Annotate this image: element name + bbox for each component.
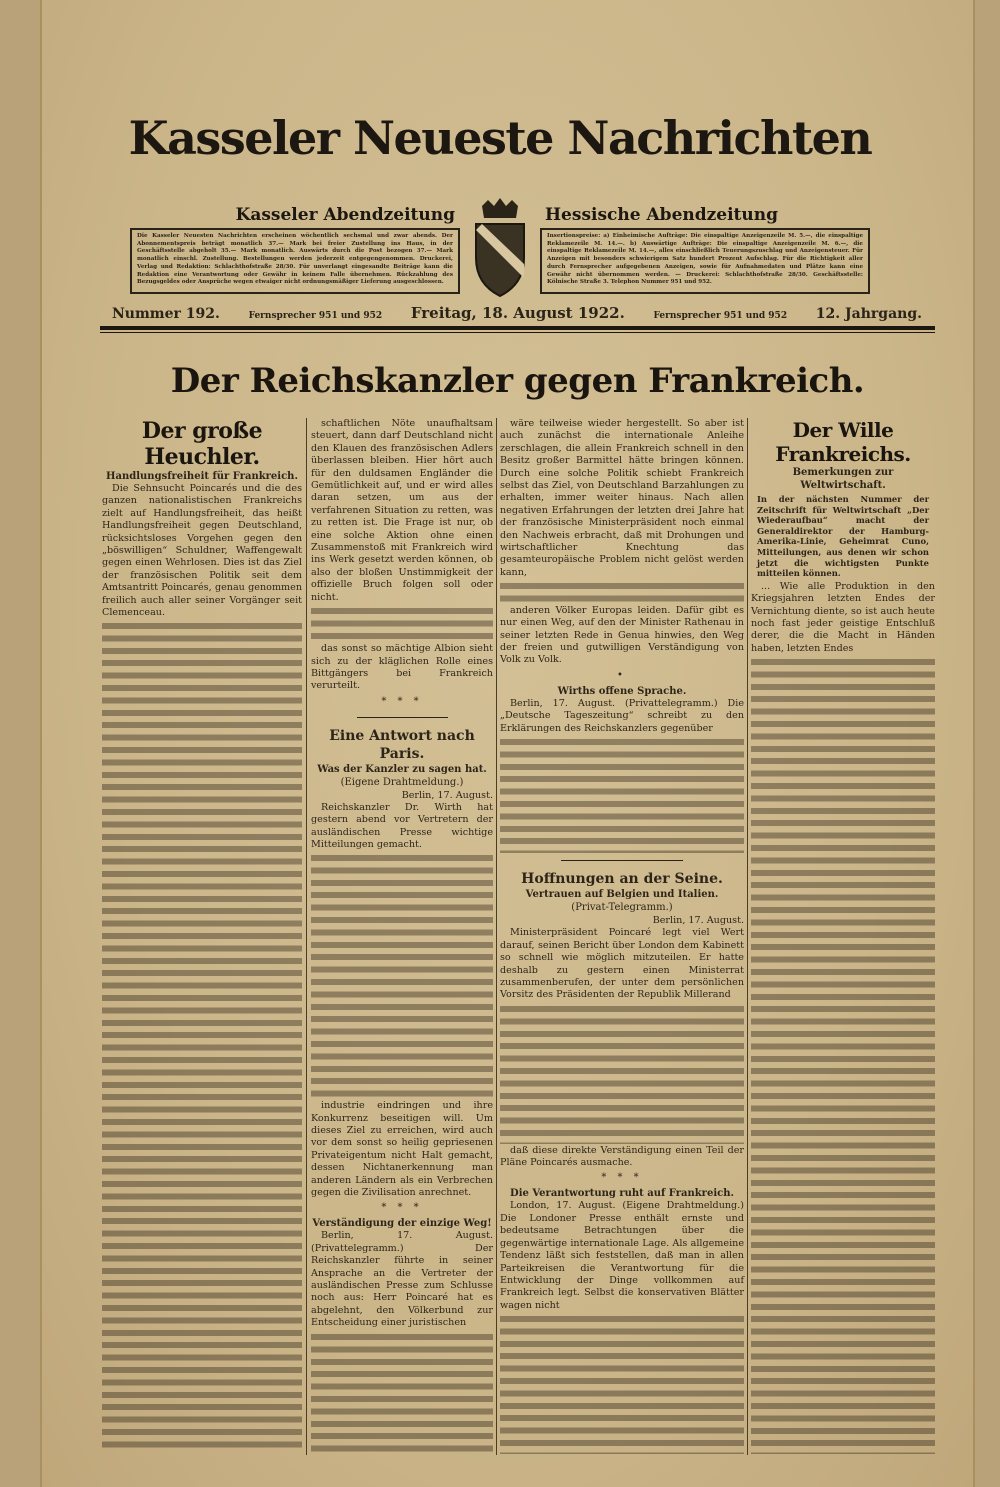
body-text-block (500, 580, 744, 603)
issue-date: Freitag, 18. August 1922. (410, 304, 625, 322)
article-paragraph: industrie eindringen und ihre Konkurrenz beseitigen will. Um dieses Ziel zu erreichen, wird auch vor dem sonst so heilig gepriesenen Privateigentum nicht Halt gemacht, dessen Nichtanerkennung man anderen Ländern als ein Verbrechen gegen die Zivilisation anrechnet. (311, 1100, 493, 1198)
article-intro: In der nächsten Nummer der Zeitschrift für Weltwirtschaft „Der Wiederaufbau“ macht der Generaldirektor der Hamburg-Amerika-Linie, Geheimrat Cuno, Mitteilungen, aus denen wir schon jetzt die wichtigsten Punkte mitteilen können. (757, 494, 929, 579)
main-headline: Der Reichskanzler gegen Frankreich. (170, 361, 865, 401)
body-text-block (751, 656, 935, 1454)
coat-of-arms-icon (468, 198, 532, 298)
separator-stars: * * * (381, 695, 423, 707)
body-text-block (500, 736, 744, 853)
phone-right: Fernsprecher 951 und 952 (653, 311, 788, 321)
masthead-subtitle-left: Kasseler Abendzeitung (235, 205, 455, 225)
article-title: Wirths offene Sprache. (557, 685, 687, 697)
phone-left: Fernsprecher 951 und 952 (248, 311, 383, 321)
article-title: Der Wille Frankreichs. (775, 418, 911, 466)
article-paragraph: anderen Völker Europas leiden. Dafür gibt es nur einen Weg, auf den der Minister Rathenau in seiner letzten Rede in Genua hinwies, den Weg der freien und gutwilligen Verständigung von Volk zu Volk. (500, 604, 744, 666)
article-paragraph: Ministerpräsident Poincaré legt viel Wert darauf, seinen Bericht über London dem Kabinett so schnell wie möglich mitzuteilen. Er hatte deshalb zu gestern einen Ministerrat zusammenberufen, der unter dem persönlichen Vorsitz des Präsidenten der Republik Millerand (500, 927, 744, 1001)
column-2 (311, 418, 493, 1455)
column-1 (102, 418, 302, 1455)
masthead-rule (100, 326, 935, 330)
column-separator (747, 418, 748, 1455)
masthead-rule-thin (100, 332, 935, 333)
article-paragraph: Berlin, 17. August. (Privattelegramm.) Der Reichskanzler führte in seiner Ansprache an die Vertreter der ausländischen Presse zum Schlusse noch aus: Herr Poincaré hat es abgelehnt, den Völkerbund zur Entscheidung einer juristischen (311, 1230, 493, 1329)
divider (561, 860, 683, 861)
article-source: (Eigene Drahtmeldung.) (340, 776, 464, 788)
article-dateline: Berlin, 17. August. (652, 915, 744, 927)
subscription-info-box: Die Kasseler Neuesten Nachrichten erscheinen wöchentlich sechsmal und zwar abends. Der Abonnementspreis beträgt monatlich 37.— Mark bei freier Zustellung ins Haus, in der Geschäftsstelle abgeholt 35.— Mark monatlich. Auswärts durch die Post bezogen 37.— Mark monatlich einschl. Zustellung. Bestellungen werden jederzeit entgegengenommen. Druckerei, Verlag und Redaktion: Schlachthofstraße 28/30. Für unverlangt eingesandte Beiträge kann die Redaktion eine Verantwortung oder Gewähr in keinem Falle übernehmen. Rückzahlung des Bezugsgeldes oder Ansprüche wegen etwaiger nicht ordnungsmäßiger Lieferung ausgeschlossen. (130, 228, 460, 294)
article-subtitle: Handlungsfreiheit für Frankreich. (106, 471, 298, 482)
column-4 (751, 418, 935, 1455)
article-paragraph: das sonst so mächtige Albion sieht sich zu der kläglichen Rolle eines Bittgängers bei Frankreich verurteilt. (311, 643, 493, 692)
article-title: Die Verantwortung ruht auf Frankreich. (510, 1188, 734, 1200)
divider (357, 717, 448, 718)
article-title: Hoffnungen an der Seine. (521, 871, 723, 888)
article-subtitle: Bemerkungen zur Weltwirtschaft. (792, 467, 894, 491)
masthead-title: Kasseler Neueste Nachrichten (128, 111, 872, 165)
article-paragraph: Berlin, 17. August. (Privattelegramm.) Die „Deutsche Tageszeitung“ schreibt zu den Erklärungen des Reichskanzlers gegenüber (500, 697, 744, 734)
article-paragraph: London, 17. August. (Eigene Drahtmeldung.) Die Londoner Presse enthält ernste und bedeutsame Betrachtungen über die gegenwärtige internationale Lage. Als allgemeine Tendenz läßt sich feststellen, daß man in allen Parteikreisen die Verantwortung für die Entwicklung der Dinge vollkommen auf Frankreich legt. Selbst die konservativen Blätter wagen nicht (500, 1200, 744, 1311)
column-separator (496, 418, 497, 1455)
masthead-subtitle-right: Hessische Abendzeitung (545, 205, 779, 225)
volume: 12. Jahrgang. (815, 306, 922, 322)
article-paragraph: schaftlichen Nöte unaufhaltsam steuert, dann darf Deutschland nicht den Klauen des französischen Adlers überlassen bleiben. Hier hört auch für den duldsamen Engländer die Gemütlichkeit auf, und er wird alles daran setzen, um aus der verfahrenen Situation zu retten, was zu retten ist. Die Frage ist nur, ob eine solche Aktion ohne einen Zusammenstoß mit Frankreich wird ins Werk gesetzt werden können, ob also der bloßen Unstimmigkeit der offizielle Bruch folgen soll oder nicht. (311, 418, 493, 603)
issue-number: Nummer 192. (112, 306, 220, 322)
article-paragraph: daß diese direkte Verständigung einen Teil der Pläne Poincarés ausmache. (500, 1144, 744, 1169)
column-3 (500, 418, 744, 1455)
article-paragraph: ... Wie alle Produktion in den Kriegsjahren letzten Endes der Vernichtung diente, so ist auch heute noch fast jeder geistige Entschluß derer, die die Macht in Händen haben, letzten Endes (751, 580, 935, 654)
separator-stars: * * * (381, 1202, 423, 1214)
body-text-block (102, 620, 302, 1454)
article-subtitle: Vertrauen auf Belgien und Italien. (525, 889, 719, 901)
article-dateline: Berlin, 17. August. (401, 789, 493, 801)
article-paragraph: Reichskanzler Dr. Wirth hat gestern abend vor Vertretern der ausländischen Presse wichtige Mitteilungen gemacht. (311, 801, 493, 850)
body-text-block (500, 1003, 744, 1144)
article-title: Verständigung der einzige Weg! (312, 1218, 492, 1230)
article-source: (Privat-Telegramm.) (571, 902, 673, 914)
body-text-block (311, 1331, 493, 1454)
article-paragraph: Die Sehnsucht Poincarés und die des ganzen nationalistischen Frankreichs zielt auf Handlungsfreiheit, das heißt Handlungsfreiheit gegen Deutschland, rücksichtsloses Vorgehen gegen den „böswilligen“ Schuldner, Waffengewalt gegen einen Wehrlosen. Dies ist das Ziel der französischen Politik seit dem Amtsantritt Poincarés, genau genommen freilich auch aller seiner Vorgänger seit Clemenceau. (102, 483, 302, 619)
body-text-block (311, 852, 493, 1099)
separator-stars: * * * (601, 1172, 643, 1184)
article-paragraph: wäre teilweise wieder hergestellt. So aber ist auch zunächst die internationale Anleihe zerschlagen, die allein Frankreich schnell in den Besitz großer Barmittel hätte bringen können. Durch eine solche Politik schiebt Frankreich selbst das Ziel, von Deutschland Barzahlungen zu erhalten, immer weiter hinaus. Nach allen negativen Erfahrungen der letzten drei Jahre hat der französische Ministerpräsident noch einmal den Nachweis erbracht, daß mit Drohungen und wirtschaftlicher Knechtung das gesamteuropäische Problem nicht gelöst werden kann, (500, 418, 744, 578)
article-title: Der große Heuchler. (141, 418, 263, 470)
article-subtitle: Was der Kanzler zu sagen hat. (317, 763, 487, 775)
body-text-block (500, 1313, 744, 1454)
article-title: Eine Antwort nach Paris. (329, 727, 475, 762)
separator-dot: • (617, 669, 627, 681)
issue-info-line (112, 304, 922, 324)
body-text-block (311, 605, 493, 642)
column-separator (306, 418, 307, 1455)
advertising-info-box: Insertionspreise: a) Einheimische Aufträge: Die einspaltige Anzeigenzeile M. 5.—, die einspaltige Reklamezeile M. 14.—. b) Auswärtige Aufträge: Die einspaltige Anzeigenzeile M. 6.—, die einspaltige Reklamezeile M. 14.—, alles einschließlich Teuerungszuschlag und Anzeigensteuer. Für Anzeigen mit besonders schwierigem Satz hundert Prozent Aufschlag. Für die Richtigkeit aller durch Fernsprecher aufgegebenen Anzeigen, sowie für Aufnahmedaten und Plätze kann eine Gewähr nicht übernommen werden. — Druckerei: Schlachthofstraße 28/30. Geschäftsstelle: Kölnische Straße 3. Telephon Nummer 951 und 952. (540, 228, 870, 294)
